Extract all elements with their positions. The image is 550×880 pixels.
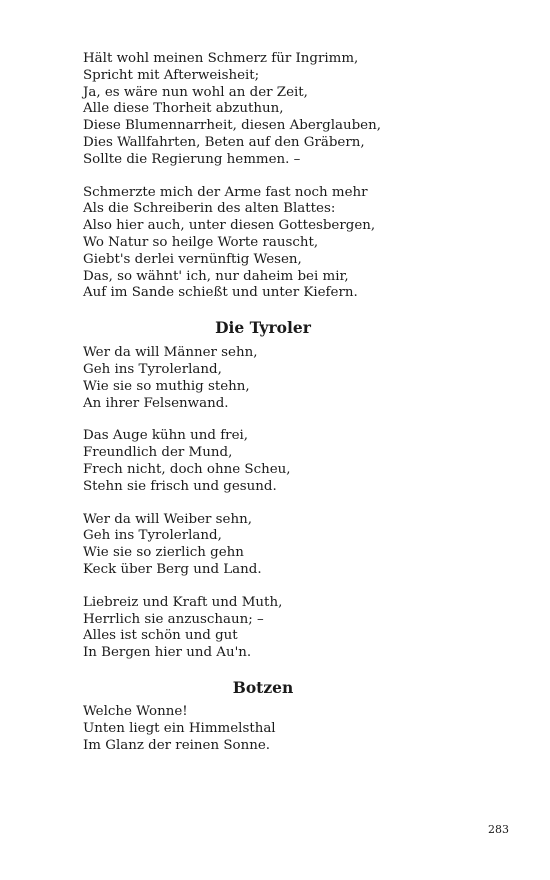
poem-botzen xyxy=(83,678,443,754)
verse-line: Wer da will Männer sehn, xyxy=(83,345,258,361)
verse-line: Stehn sie frisch und gesund. xyxy=(83,478,277,494)
verse-line: Hält wohl meinen Schmerz für Ingrimm, xyxy=(83,51,359,66)
verse-line: Wer da will Weiber sehn, xyxy=(83,511,252,527)
verse-line: Wo Natur so heilge Worte rauscht, xyxy=(83,234,319,250)
verse-line: Freundlich der Mund, xyxy=(83,445,233,461)
verse-line: Keck über Berg und Land. xyxy=(83,561,262,577)
verse-line: Also hier auch, unter diesen Gottesbergen, xyxy=(83,218,376,234)
verse-line: Schmerzte mich der Arme fast noch mehr xyxy=(83,184,368,200)
poem-title: Die Tyroler xyxy=(215,318,311,338)
verse-line: Frech nicht, doch ohne Scheu, xyxy=(83,461,291,477)
verse-line: Unten liegt ein Himmelsthal xyxy=(83,720,276,736)
verse-line: Welche Wonne! xyxy=(83,703,188,719)
stanza xyxy=(83,185,443,303)
verse-line: Dies Wallfahrten, Beten auf den Gräbern, xyxy=(83,134,365,150)
verse-line: Das Auge kühn und frei, xyxy=(83,428,249,444)
verse-line: Liebreiz und Kraft und Muth, xyxy=(83,594,283,610)
stanza xyxy=(83,512,443,579)
verse-line: Als die Schreiberin des alten Blattes: xyxy=(83,201,336,217)
stanza xyxy=(83,704,443,754)
stanza xyxy=(83,51,443,169)
stanza xyxy=(83,345,443,412)
verse-line: Geh ins Tyrolerland, xyxy=(83,528,222,544)
verse-line: Auf im Sande schießt und unter Kiefern. xyxy=(83,285,358,301)
verse-line: Sollte die Regierung hemmen. – xyxy=(83,151,301,167)
verse-line: Wie sie so zierlich gehn xyxy=(83,545,244,561)
verse-line: Diese Blumennarrheit, diesen Aberglauben, xyxy=(83,118,381,134)
stanza xyxy=(83,428,443,495)
verse-line: Ja, es wäre nun wohl an der Zeit, xyxy=(83,84,308,100)
stanza xyxy=(83,595,443,662)
verse-line: Herrlich sie anzuschaun; – xyxy=(83,611,264,627)
page-content xyxy=(83,51,443,770)
verse-line: In Bergen hier und Au'n. xyxy=(83,645,252,661)
verse-line: Das, so wähnt' ich, nur daheim bei mir, xyxy=(83,268,349,284)
verse-line: An ihrer Felsenwand. xyxy=(83,395,229,411)
page-number: 283 xyxy=(488,823,509,836)
verse-line: Alles ist schön und gut xyxy=(83,628,238,644)
verse-line: Im Glanz der reinen Sonne. xyxy=(83,737,270,753)
poem-continuation xyxy=(83,51,443,302)
verse-line: Giebt's derlei vernünftig Wesen, xyxy=(83,251,302,267)
verse-line: Geh ins Tyrolerland, xyxy=(83,361,222,377)
verse-line: Spricht mit Afterweisheit; xyxy=(83,67,260,83)
poem-title: Botzen xyxy=(232,677,294,697)
verse-line: Alle diese Thorheit abzuthun, xyxy=(83,101,284,117)
verse-line: Wie sie so muthig stehn, xyxy=(83,378,250,394)
poem-die-tyroler xyxy=(83,318,443,662)
